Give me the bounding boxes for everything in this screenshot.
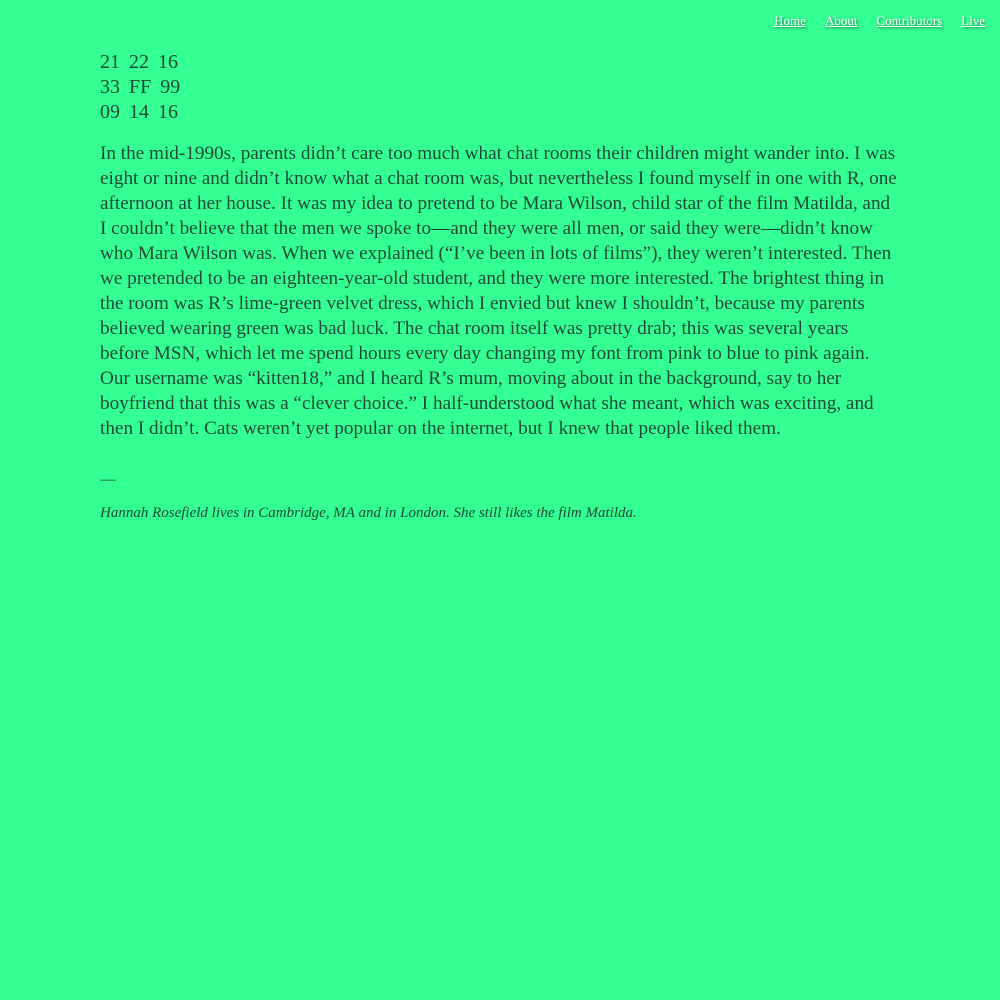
nav-link-about[interactable]: About — [824, 13, 858, 28]
color-code-value: FF — [129, 76, 152, 98]
color-code-row — [100, 50, 900, 75]
color-code-value: 09 — [100, 101, 120, 123]
nav-link-contributors[interactable]: Contributors — [876, 13, 943, 28]
color-code-value: 14 — [129, 101, 149, 123]
color-code-grid — [100, 50, 900, 125]
top-nav — [774, 13, 985, 29]
color-code-value: 16 — [158, 51, 178, 73]
color-code-value: 22 — [129, 51, 149, 73]
author-bio: Hannah Rosefield lives in Cambridge, MA and in London. She still likes the film Matilda. — [100, 505, 637, 521]
color-code-value: 21 — [100, 51, 120, 73]
color-code-value: 99 — [160, 76, 181, 98]
color-code-row — [100, 75, 900, 100]
color-code-row — [100, 100, 900, 125]
color-code-value: 33 — [100, 76, 120, 98]
separator-dash: — — [100, 471, 116, 488]
article-body: In the mid-1990s, parents didn’t care too much what chat rooms their children might wander into. I was eight or nine and didn’t know what a chat room was, but nevertheless I found myself in one with R, one afternoon at her house. It was my idea to pretend to be Mara Wilson, child star of the film Matilda, and I couldn’t believe that the men we spoke to—and they were all men, or said they were—didn’t know who Mara Wilson was. When we explained (“I’ve been in lots of films”), they weren’t interested. Then we pretended to be an eighteen-year-old student, and they were more interested. The brightest thing in the room was R’s lime-green velvet dress, which I envied but knew I shouldn’t, because my parents believed wearing green was bad luck. The chat room itself was pretty drab; this was several years before MSN, which let me spend hours every day changing my font from pink to blue to pink again. Our username was “kitten18,” and I heard R’s mum, moving about in the background, say to her boyfriend that this was a “clever choice.” I half-understood what she meant, which was exciting, and then I didn’t. Cats weren’t yet popular on the internet, but I knew that people liked them. — [100, 143, 897, 439]
nav-link-home[interactable]: Home — [774, 13, 806, 28]
color-code-value: 16 — [158, 101, 178, 123]
nav-link-live[interactable]: Live — [961, 13, 985, 28]
article-content — [100, 50, 900, 523]
